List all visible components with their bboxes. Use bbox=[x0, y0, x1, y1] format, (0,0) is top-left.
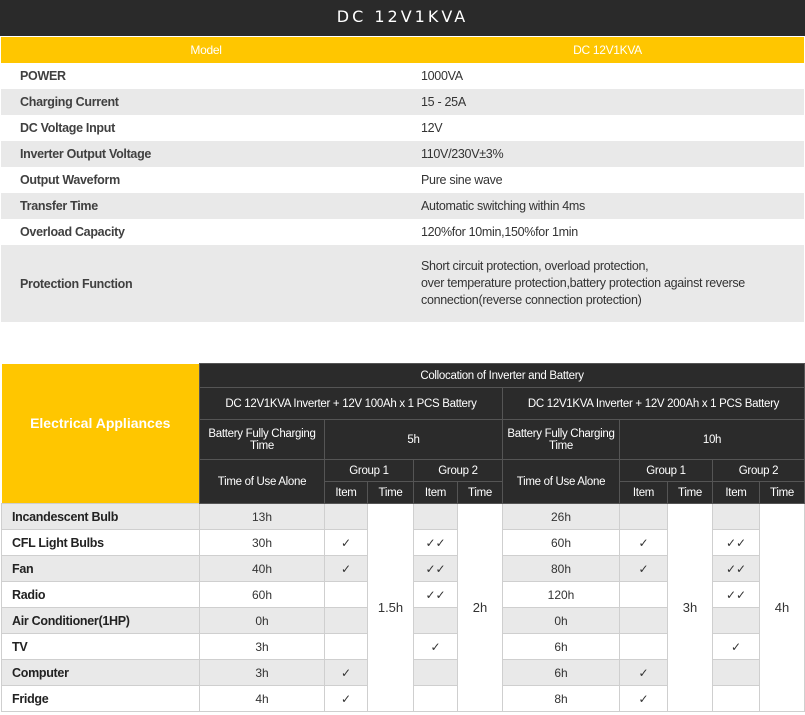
charging-label: Battery Fully Charging Time bbox=[503, 420, 620, 460]
check-icon: ✓ bbox=[620, 530, 668, 556]
spec-key: Inverter Output Voltage bbox=[1, 141, 411, 167]
a-alone: 0h bbox=[200, 608, 325, 634]
a-alone: 3h bbox=[200, 634, 325, 660]
item-header: Item bbox=[325, 482, 368, 504]
appliance-name: Incandescent Bulb bbox=[2, 504, 200, 530]
spec-value: 1000VA bbox=[421, 69, 463, 83]
use-alone-label: Time of Use Alone bbox=[503, 460, 620, 504]
spec-row bbox=[1, 219, 804, 245]
b-alone: 60h bbox=[503, 530, 620, 556]
time-header: Time bbox=[458, 482, 503, 504]
check-icon bbox=[713, 660, 760, 686]
appliances-header-fill bbox=[2, 482, 200, 504]
item-header: Item bbox=[713, 482, 760, 504]
check-icon: ✓ bbox=[325, 660, 368, 686]
check-icon bbox=[325, 608, 368, 634]
spec-value: 12V bbox=[421, 121, 443, 135]
check-icon bbox=[620, 582, 668, 608]
b-g1-time: 3h bbox=[668, 504, 713, 712]
check-icon: ✓ bbox=[325, 530, 368, 556]
a-alone: 40h bbox=[200, 556, 325, 582]
a-alone: 3h bbox=[200, 660, 325, 686]
config-b-header: DC 12V1KVA Inverter + 12V 200Ah x 1 PCS Battery bbox=[503, 388, 805, 420]
check-icon bbox=[325, 634, 368, 660]
protection-value bbox=[411, 245, 804, 322]
check-icon: ✓ bbox=[325, 686, 368, 712]
charging-a: 5h bbox=[325, 420, 503, 460]
spec-row bbox=[1, 115, 804, 141]
item-header: Item bbox=[620, 482, 668, 504]
spec-key: DC Voltage Input bbox=[20, 121, 115, 135]
check-icon bbox=[325, 504, 368, 530]
b-alone: 80h bbox=[503, 556, 620, 582]
appliance-table bbox=[1, 363, 805, 712]
a-alone: 13h bbox=[200, 504, 325, 530]
spec-row bbox=[1, 193, 804, 219]
spec-header-value: DC 12V1KVA bbox=[411, 37, 804, 63]
group1-header: Group 1 bbox=[325, 460, 414, 482]
check-icon: ✓✓ bbox=[713, 582, 760, 608]
table-row bbox=[2, 504, 805, 530]
check-icon: ✓✓ bbox=[414, 556, 458, 582]
appliance-name: TV bbox=[2, 634, 200, 660]
b-alone: 6h bbox=[503, 634, 620, 660]
spec-key: Transfer Time bbox=[1, 193, 411, 219]
spec-value: 120%for 10min,150%for 1min bbox=[421, 225, 578, 239]
a-alone: 30h bbox=[200, 530, 325, 556]
b-g2-time: 4h bbox=[760, 504, 805, 712]
check-icon bbox=[713, 504, 760, 530]
a-g2-time: 2h bbox=[458, 504, 503, 712]
check-icon bbox=[325, 582, 368, 608]
check-icon: ✓✓ bbox=[713, 556, 760, 582]
check-icon bbox=[620, 504, 668, 530]
appliance-name: Fan bbox=[2, 556, 200, 582]
time-header: Time bbox=[760, 482, 805, 504]
group2-header: Group 2 bbox=[713, 460, 805, 482]
appliance-name: CFL Light Bulbs bbox=[2, 530, 200, 556]
spec-value: 15 - 25A bbox=[411, 89, 804, 115]
spec-value: Pure sine wave bbox=[421, 173, 503, 187]
check-icon bbox=[414, 608, 458, 634]
check-icon bbox=[414, 660, 458, 686]
a-g1-time: 1.5h bbox=[368, 504, 414, 712]
appliance-name: Computer bbox=[2, 660, 200, 686]
spec-key: Protection Function bbox=[1, 245, 411, 322]
check-icon bbox=[414, 686, 458, 712]
spec-key: Charging Current bbox=[1, 89, 411, 115]
check-icon bbox=[620, 634, 668, 660]
spec-row bbox=[1, 63, 804, 89]
spec-row bbox=[1, 167, 804, 193]
page-title: DC 12V1KVA bbox=[0, 0, 805, 36]
check-icon: ✓ bbox=[325, 556, 368, 582]
check-icon: ✓ bbox=[620, 686, 668, 712]
b-alone: 8h bbox=[503, 686, 620, 712]
check-icon bbox=[414, 504, 458, 530]
spec-header-model: Model bbox=[1, 37, 411, 63]
check-icon: ✓✓ bbox=[414, 530, 458, 556]
spec-table bbox=[1, 37, 804, 322]
a-alone: 60h bbox=[200, 582, 325, 608]
group1-header: Group 1 bbox=[620, 460, 713, 482]
appliance-name: Radio bbox=[2, 582, 200, 608]
appliances-header: Electrical Appliances bbox=[2, 364, 200, 482]
spec-key: Overload Capacity bbox=[20, 225, 125, 239]
check-icon: ✓ bbox=[620, 556, 668, 582]
spec-value: 110V/230V±3% bbox=[411, 141, 804, 167]
config-a-header: DC 12V1KVA Inverter + 12V 100Ah x 1 PCS Battery bbox=[200, 388, 503, 420]
spec-header-row bbox=[1, 37, 804, 63]
check-icon: ✓ bbox=[713, 634, 760, 660]
b-alone: 120h bbox=[503, 582, 620, 608]
collocation-header: Collocation of Inverter and Battery bbox=[200, 364, 805, 388]
check-icon bbox=[713, 608, 760, 634]
spec-key: POWER bbox=[20, 69, 66, 83]
check-icon: ✓✓ bbox=[713, 530, 760, 556]
b-alone: 26h bbox=[503, 504, 620, 530]
time-header: Time bbox=[368, 482, 414, 504]
time-header: Time bbox=[668, 482, 713, 504]
use-alone-label: Time of Use Alone bbox=[200, 460, 325, 504]
protection-line: connection(reverse connection protection) bbox=[421, 293, 642, 307]
protection-line: over temperature protection,battery protection against reverse bbox=[421, 276, 745, 290]
protection-line: Short circuit protection, overload protection, bbox=[421, 259, 649, 273]
b-alone: 6h bbox=[503, 660, 620, 686]
check-icon bbox=[620, 608, 668, 634]
check-icon bbox=[713, 686, 760, 712]
spec-row bbox=[1, 141, 804, 167]
appliance-name: Air Conditioner(1HP) bbox=[2, 608, 200, 634]
charging-label: Battery Fully Charging Time bbox=[200, 420, 325, 460]
appliance-name: Fridge bbox=[2, 686, 200, 712]
check-icon: ✓ bbox=[414, 634, 458, 660]
b-alone: 0h bbox=[503, 608, 620, 634]
spec-key: Output Waveform bbox=[20, 173, 120, 187]
a-alone: 4h bbox=[200, 686, 325, 712]
group2-header: Group 2 bbox=[414, 460, 503, 482]
spec-row-protection bbox=[1, 245, 804, 322]
spec-value: Automatic switching within 4ms bbox=[411, 193, 804, 219]
check-icon: ✓ bbox=[620, 660, 668, 686]
spec-row bbox=[1, 89, 804, 115]
charging-b: 10h bbox=[620, 420, 805, 460]
item-header: Item bbox=[414, 482, 458, 504]
check-icon: ✓✓ bbox=[414, 582, 458, 608]
